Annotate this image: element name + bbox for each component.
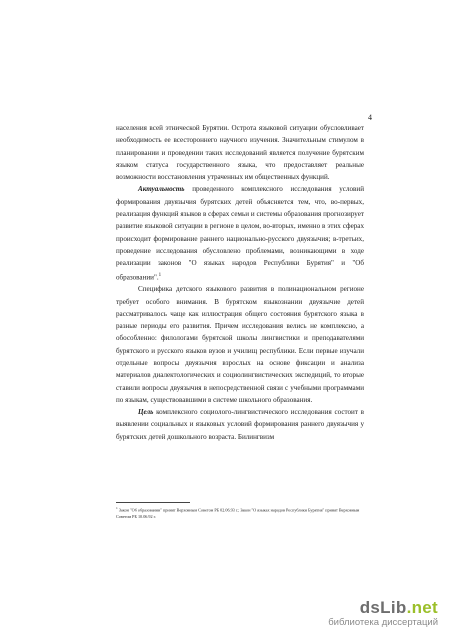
paragraph-text: проведенного комплексного исследования условий формирования двуязычия бурятских детей объясняется тем, что, во-первых, реализация функций языков в сферах семьи и системы образования прогнозирует развитие языковой ситуации в регионе в целом, во-вторых, именно в этих сферах происходит формирование раннего национально-русского двуязычия; в-третьих, проведение исследования обусловлено проблемами, возникающими в ходе реализации законов "О языках народов Республики Бурятия" и "Об образовании". xyxy=(116,185,364,281)
paragraph-text: Специфика детского языкового развития в полинациональном регионе требует особого внимания. В бурятском языкознании двуязычие детей рассматривалось чаще как иллюстрация общего состояния бурятского языка в разные периоды его развития. Причем исследования велись не комплексно, а обособленно: филологами бурятской школы лингвистики и преподавателями бурятского и русского языков вузов и училищ республики. Если первые изучали отдельные вопросы двуязычия взрослых на основе фиксации и анализа материалов диалектологических и социолингвистических экспедиций, то вторые ставили вопросы двуязычия в непосредственной связи с учебными программами по языкам, существовавшими в системе школьного образования. xyxy=(116,285,364,404)
footnote-divider xyxy=(116,502,190,503)
footnote xyxy=(116,505,366,520)
paragraph xyxy=(116,406,364,443)
watermark-subtitle: библиотека диссертаций xyxy=(328,617,438,628)
watermark-logo xyxy=(328,599,438,617)
footnote-mark: 1 xyxy=(116,506,118,510)
site-watermark xyxy=(328,599,438,628)
footnote-reference: 1 xyxy=(158,272,162,278)
paragraph xyxy=(116,283,364,406)
paragraph-text: населения всей этнической Бурятии. Острота языковой ситуации обусловливает необходимость ее всестороннего научного изучения. Значительным стимулом в планировании и проведении таких исследований является получение бурятским языком статуса государственного языка, что предоставляет реальные возможности восстановления утраченных им общественных функций. xyxy=(116,124,364,182)
paragraph-text: комплексного социолого-лингвистического исследования состоит в выявлении социальных и языковых условий формирования раннего двуязычия у бурятских детей дошкольного возраста. Билингвизм xyxy=(116,408,364,441)
page-number: 4 xyxy=(368,113,372,122)
body-text xyxy=(116,122,364,443)
paragraph xyxy=(116,122,364,183)
paragraph xyxy=(116,183,364,283)
watermark-brand-domain: .net xyxy=(406,598,438,617)
emphasized-term: Актуальность xyxy=(138,185,185,194)
emphasized-term: Цель xyxy=(138,408,154,417)
footnote-text: Закон "Об образовании" принят Верховным Советом РБ 02.06.93 г.; Закон "О языках народов Республики Бурятия" принят Верховным Советом РБ 10.06.92 г. xyxy=(116,507,360,520)
watermark-brand-name: dsLib xyxy=(359,598,407,617)
